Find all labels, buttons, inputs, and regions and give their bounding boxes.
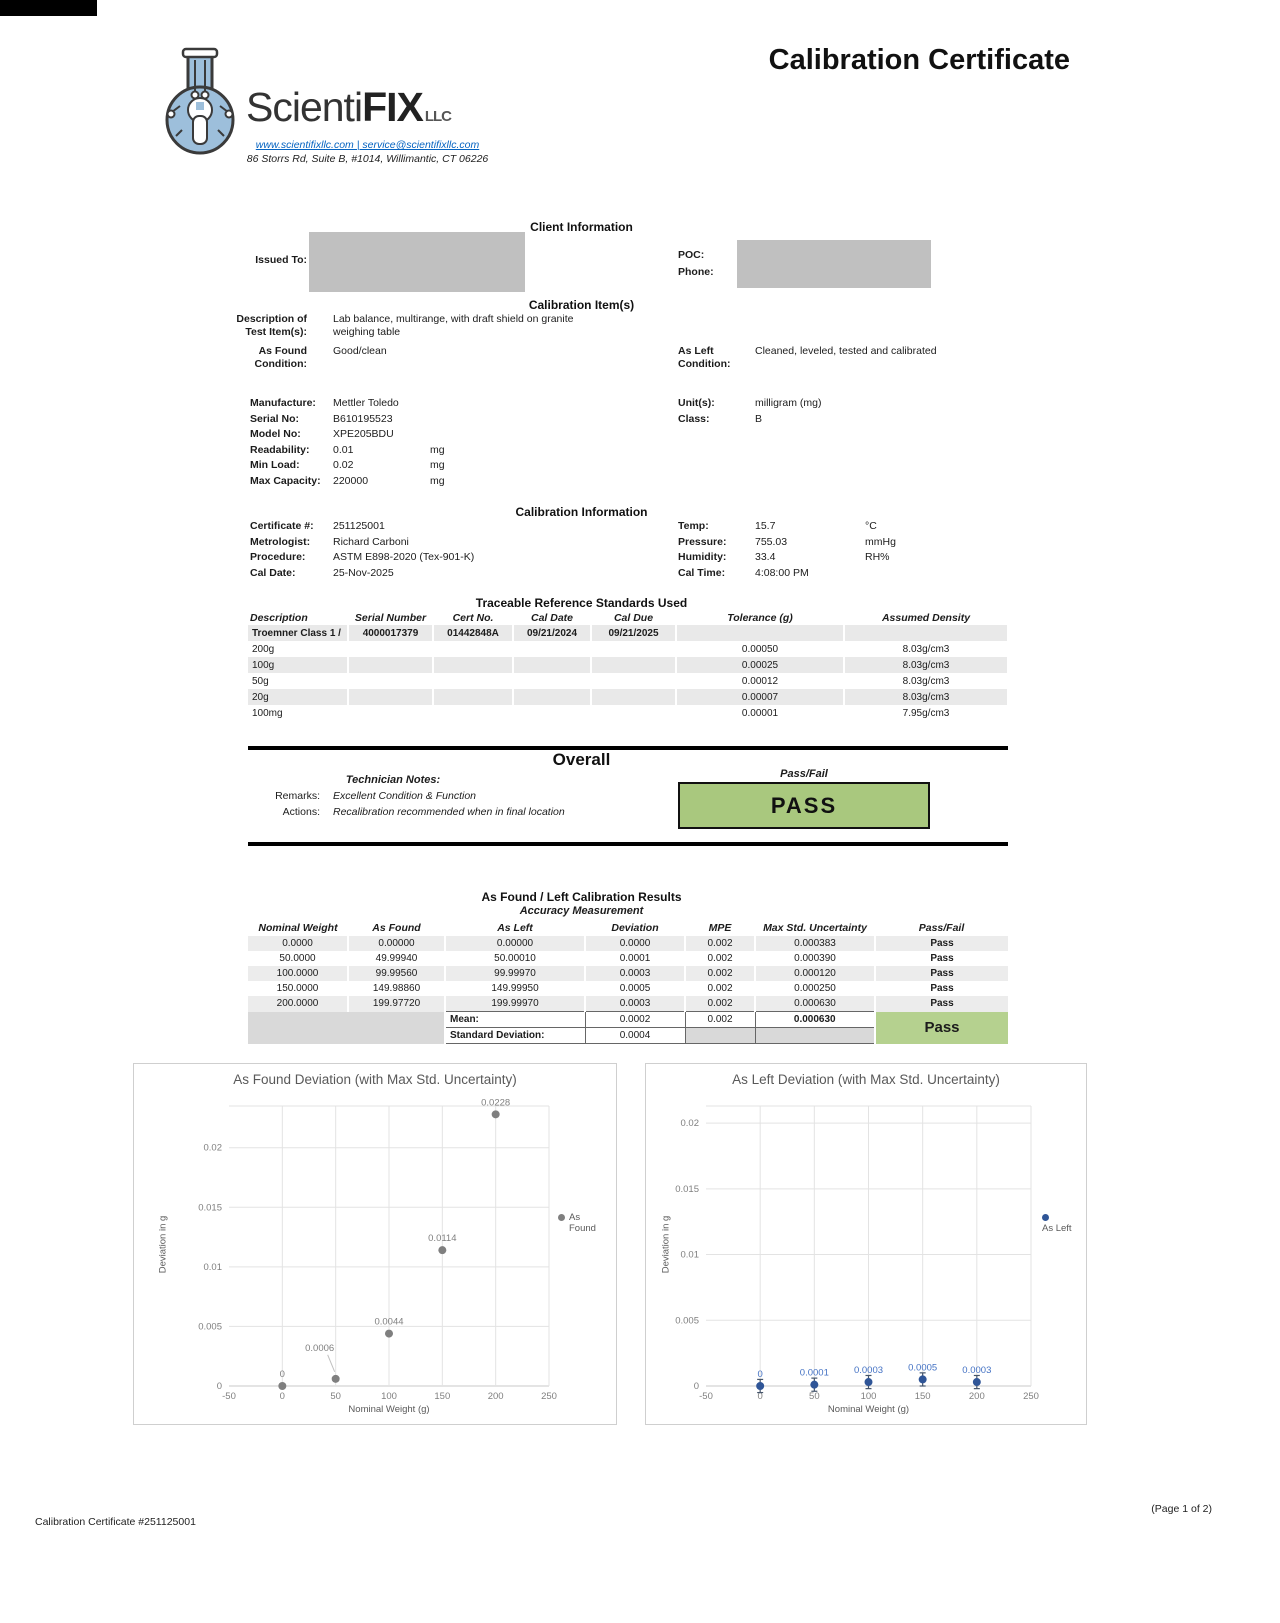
field-label: Certificate #: bbox=[250, 520, 314, 532]
svg-text:250: 250 bbox=[541, 1391, 557, 1402]
field-value: B bbox=[755, 413, 763, 425]
mean-mpe: 0.002 bbox=[685, 1012, 755, 1028]
svg-text:0: 0 bbox=[279, 1391, 285, 1402]
field-label: Class: bbox=[678, 413, 710, 425]
cell: 49.99940 bbox=[348, 951, 445, 966]
field-value: 33.4 bbox=[755, 551, 776, 563]
field-unit: °C bbox=[865, 520, 877, 532]
col-header: Deviation bbox=[611, 922, 659, 934]
cell: 0.000250 bbox=[755, 981, 875, 996]
table-row bbox=[248, 951, 1008, 966]
field-value: 220000 bbox=[333, 475, 369, 487]
field-value: ASTM E898-2020 (Tex-901-K) bbox=[333, 551, 475, 563]
chart-title: As Left Deviation (with Max Std. Uncertainty) bbox=[732, 1072, 1000, 1087]
cell: 0.002 bbox=[685, 996, 755, 1012]
cell bbox=[513, 641, 591, 657]
svg-text:0.01: 0.01 bbox=[680, 1249, 699, 1261]
cell: 0.0000 bbox=[585, 936, 685, 951]
svg-text:50: 50 bbox=[809, 1391, 820, 1402]
svg-text:0: 0 bbox=[757, 1391, 763, 1402]
table-row bbox=[248, 966, 1008, 981]
col-header: Tolerance (g) bbox=[727, 611, 793, 624]
field-unit: mg bbox=[430, 459, 445, 471]
cell: 0.002 bbox=[685, 951, 755, 966]
col-header: As Found bbox=[372, 922, 421, 934]
brand-wordmark bbox=[246, 84, 451, 131]
field-unit: mg bbox=[430, 444, 445, 456]
std-deviation-value: 0.0004 bbox=[585, 1028, 685, 1044]
table-header-row bbox=[248, 920, 1008, 936]
table-row bbox=[248, 981, 1008, 996]
svg-text:0.02: 0.02 bbox=[203, 1142, 222, 1154]
cell: 99.99970 bbox=[445, 966, 585, 981]
table-row bbox=[248, 641, 1008, 657]
svg-text:150: 150 bbox=[434, 1391, 451, 1402]
summary-row bbox=[248, 1012, 1008, 1028]
col-header: Pass/Fail bbox=[918, 922, 965, 934]
website-email-link[interactable]: www.scientifixllc.com | service@scientifixllc.com bbox=[255, 139, 480, 151]
col-header: Description bbox=[250, 611, 308, 624]
svg-text:0.02: 0.02 bbox=[680, 1118, 699, 1130]
field-label: Cal Time: bbox=[678, 567, 726, 579]
standards-heading: Traceable Reference Standards Used bbox=[475, 596, 688, 610]
divider-line bbox=[248, 842, 1008, 846]
flask-wrench-logo-icon bbox=[158, 46, 242, 158]
x-axis-label: Nominal Weight (g) bbox=[348, 1404, 430, 1415]
col-header: Cal Due bbox=[613, 611, 654, 624]
cell: 0.00000 bbox=[445, 936, 585, 951]
svg-text:-50: -50 bbox=[699, 1391, 713, 1402]
field-value: Mettler Toledo bbox=[333, 397, 399, 409]
field-value: 251125001 bbox=[333, 520, 385, 532]
description-label: Description of Test Item(s): bbox=[236, 313, 307, 338]
field-label: Serial No: bbox=[250, 413, 300, 425]
issued-to-label: Issued To: bbox=[255, 254, 307, 266]
calibration-info-heading: Calibration Information bbox=[515, 505, 648, 519]
cell: 0.00025 bbox=[676, 657, 844, 673]
table-row bbox=[248, 673, 1008, 689]
poc-label: POC: bbox=[678, 249, 705, 261]
legend-label: As Left bbox=[1042, 1223, 1072, 1234]
legend-label: As Found bbox=[569, 1212, 596, 1234]
cell: 100.0000 bbox=[248, 966, 348, 981]
cell bbox=[591, 657, 676, 673]
cell: 0.00050 bbox=[676, 641, 844, 657]
cell: 0.000390 bbox=[755, 951, 875, 966]
svg-text:0.015: 0.015 bbox=[198, 1202, 222, 1214]
cell: 8.03g/cm3 bbox=[844, 657, 1008, 673]
client-info-heading: Client Information bbox=[530, 220, 633, 234]
svg-text:200: 200 bbox=[487, 1391, 504, 1402]
col-header: As Left bbox=[497, 922, 533, 934]
cell bbox=[591, 705, 676, 721]
cell: 199.99970 bbox=[445, 996, 585, 1012]
cell bbox=[513, 689, 591, 705]
mean-label: Mean: bbox=[445, 1012, 585, 1028]
remarks-label: Remarks: bbox=[275, 790, 320, 802]
field-value: 0.01 bbox=[333, 444, 354, 456]
cell bbox=[348, 689, 433, 705]
cell bbox=[348, 657, 433, 673]
svg-text:0.0006: 0.0006 bbox=[305, 1342, 335, 1354]
pass-cell: Pass bbox=[875, 996, 1008, 1012]
cell: 0.0003 bbox=[585, 996, 685, 1012]
field-value: 755.03 bbox=[755, 536, 788, 548]
col-header: Assumed Density bbox=[881, 611, 971, 624]
table-header-row bbox=[248, 610, 1008, 625]
table-row bbox=[248, 625, 1008, 641]
cell: 100mg bbox=[248, 705, 348, 721]
cell bbox=[433, 641, 513, 657]
overall-pass-badge: PASS bbox=[678, 782, 930, 829]
cell bbox=[844, 625, 1008, 641]
cell: 0.000383 bbox=[755, 936, 875, 951]
field-value: XPE205BDU bbox=[333, 428, 394, 440]
cell: 0.000120 bbox=[755, 966, 875, 981]
cell: 8.03g/cm3 bbox=[844, 673, 1008, 689]
issued-to-redacted-value bbox=[309, 232, 525, 292]
empty-summary-cell bbox=[248, 1012, 445, 1044]
table-row bbox=[248, 996, 1008, 1012]
cell: 0.00000 bbox=[348, 936, 445, 951]
brand-part2: FIX bbox=[362, 84, 423, 130]
svg-text:0.0003: 0.0003 bbox=[962, 1365, 992, 1377]
cell: 0.0005 bbox=[585, 981, 685, 996]
empty-summary-cell bbox=[755, 1028, 875, 1044]
field-unit: mmHg bbox=[865, 536, 896, 548]
svg-text:0: 0 bbox=[693, 1381, 699, 1392]
footer-certificate-number: Calibration Certificate #251125001 bbox=[35, 1516, 196, 1528]
standards-table bbox=[248, 610, 1009, 721]
phone-label: Phone: bbox=[678, 266, 714, 278]
brand-suffix: LLC bbox=[424, 108, 452, 125]
pass-cell: Pass bbox=[875, 966, 1008, 981]
brand-part1: Scienti bbox=[246, 84, 363, 130]
svg-text:0: 0 bbox=[216, 1381, 222, 1392]
as-left-condition-label: As Left Condition: bbox=[678, 345, 731, 370]
cell: 149.99950 bbox=[445, 981, 585, 996]
field-label: Model No: bbox=[250, 428, 301, 440]
as-found-deviation-chart bbox=[133, 1063, 617, 1425]
legend-marker-icon bbox=[558, 1214, 565, 1221]
field-label: Min Load: bbox=[250, 459, 300, 471]
field-value: 25-Nov-2025 bbox=[333, 567, 394, 579]
svg-text:0.015: 0.015 bbox=[675, 1183, 699, 1195]
cell bbox=[433, 689, 513, 705]
as-left-deviation-chart bbox=[645, 1063, 1087, 1425]
cell: 200.0000 bbox=[248, 996, 348, 1012]
field-label: Manufacture: bbox=[250, 397, 316, 409]
pass-cell: Pass bbox=[875, 981, 1008, 996]
legend-marker-icon bbox=[1042, 1214, 1049, 1221]
cell: 4000017379 bbox=[348, 625, 433, 641]
field-value: 15.7 bbox=[755, 520, 776, 532]
results-heading: As Found / Left Calibration Results bbox=[481, 890, 682, 904]
field-label: Humidity: bbox=[678, 551, 727, 563]
cell bbox=[591, 673, 676, 689]
svg-text:0: 0 bbox=[757, 1369, 763, 1380]
svg-text:200: 200 bbox=[968, 1391, 985, 1402]
field-value: 4:08:00 PM bbox=[755, 567, 809, 579]
results-table bbox=[248, 920, 1008, 1044]
summary-pass-badge: Pass bbox=[875, 1012, 1008, 1044]
svg-text:0.0005: 0.0005 bbox=[908, 1362, 938, 1374]
col-header: Serial Number bbox=[354, 611, 427, 624]
cell: 0.00007 bbox=[676, 689, 844, 705]
cell: 200g bbox=[248, 641, 348, 657]
passfail-label: Pass/Fail bbox=[780, 768, 828, 780]
field-label: Readability: bbox=[250, 444, 310, 456]
chart-plot-area bbox=[134, 1064, 616, 1424]
svg-text:0.01: 0.01 bbox=[203, 1261, 222, 1273]
cell: 0.002 bbox=[685, 936, 755, 951]
page-title: Calibration Certificate bbox=[768, 44, 1070, 76]
cell bbox=[348, 641, 433, 657]
as-left-condition-value: Cleaned, leveled, tested and calibrated bbox=[755, 345, 937, 357]
cell: 0.002 bbox=[685, 966, 755, 981]
cell bbox=[513, 657, 591, 673]
cell: 0.0000 bbox=[248, 936, 348, 951]
calibration-items-heading: Calibration Item(s) bbox=[528, 298, 635, 312]
cell: 0.0003 bbox=[585, 966, 685, 981]
svg-text:0.0228: 0.0228 bbox=[481, 1097, 511, 1109]
svg-text:50: 50 bbox=[330, 1391, 341, 1402]
field-label: Procedure: bbox=[250, 551, 306, 563]
svg-text:250: 250 bbox=[1023, 1391, 1039, 1402]
svg-text:0.0001: 0.0001 bbox=[799, 1367, 829, 1379]
cell: 199.97720 bbox=[348, 996, 445, 1012]
svg-text:0.005: 0.005 bbox=[675, 1315, 699, 1327]
cell: 50.00010 bbox=[445, 951, 585, 966]
svg-text:0.0114: 0.0114 bbox=[428, 1233, 457, 1245]
svg-text:-50: -50 bbox=[222, 1391, 236, 1402]
y-axis-label: Deviation in g bbox=[660, 1215, 672, 1274]
top-black-bar bbox=[0, 0, 97, 16]
actions-label: Actions: bbox=[282, 806, 320, 818]
chart-legend bbox=[1042, 1212, 1086, 1234]
y-axis-label: Deviation in g bbox=[157, 1215, 169, 1274]
col-header: Nominal Weight bbox=[258, 922, 338, 934]
cell: 149.98860 bbox=[348, 981, 445, 996]
field-label: Metrologist: bbox=[250, 536, 311, 548]
field-label: Max Capacity: bbox=[250, 475, 321, 487]
field-label: Pressure: bbox=[678, 536, 727, 548]
as-found-condition-label: As Found Condition: bbox=[254, 345, 307, 370]
cell: 01442848A bbox=[433, 625, 513, 641]
cell: 150.0000 bbox=[248, 981, 348, 996]
svg-text:150: 150 bbox=[914, 1391, 931, 1402]
cell: 99.99560 bbox=[348, 966, 445, 981]
svg-text:0: 0 bbox=[279, 1369, 285, 1380]
chart-title: As Found Deviation (with Max Std. Uncertainty) bbox=[233, 1072, 517, 1087]
field-value: milligram (mg) bbox=[755, 397, 822, 409]
table-row bbox=[248, 657, 1008, 673]
cell: 7.95g/cm3 bbox=[844, 705, 1008, 721]
cell: 100g bbox=[248, 657, 348, 673]
table-row bbox=[248, 936, 1008, 951]
cell: 20g bbox=[248, 689, 348, 705]
mean-deviation: 0.0002 bbox=[585, 1012, 685, 1028]
cell: 0.0001 bbox=[585, 951, 685, 966]
table-row bbox=[248, 705, 1008, 721]
x-axis-label: Nominal Weight (g) bbox=[827, 1404, 910, 1415]
cell: 09/21/2025 bbox=[591, 625, 676, 641]
col-header: Max Std. Uncertainty bbox=[763, 922, 867, 934]
field-unit: RH% bbox=[865, 551, 890, 563]
description-value: Lab balance, multirange, with draft shield on granite weighing table bbox=[333, 313, 574, 338]
field-label: Temp: bbox=[678, 520, 709, 532]
as-found-condition-value: Good/clean bbox=[333, 345, 387, 357]
col-header: Cert No. bbox=[452, 611, 494, 624]
cell bbox=[513, 673, 591, 689]
cell: 0.002 bbox=[685, 981, 755, 996]
svg-text:0.005: 0.005 bbox=[198, 1321, 222, 1333]
col-header: Cal Date bbox=[530, 611, 573, 624]
company-address: 86 Storrs Rd, Suite B, #1014, Willimantic, CT 06226 bbox=[246, 153, 489, 165]
mean-uncertainty: 0.000630 bbox=[755, 1012, 875, 1028]
svg-text:0.0044: 0.0044 bbox=[374, 1316, 404, 1328]
remarks-value: Excellent Condition & Function bbox=[333, 790, 476, 802]
col-header: MPE bbox=[708, 922, 732, 934]
pass-cell: Pass bbox=[875, 951, 1008, 966]
footer-page-number: (Page 1 of 2) bbox=[1151, 1503, 1212, 1515]
cell: 0.00012 bbox=[676, 673, 844, 689]
cell bbox=[433, 705, 513, 721]
cell: 50.0000 bbox=[248, 951, 348, 966]
cell: 8.03g/cm3 bbox=[844, 641, 1008, 657]
empty-summary-cell bbox=[685, 1028, 755, 1044]
field-value: Richard Carboni bbox=[333, 536, 409, 548]
cell bbox=[513, 705, 591, 721]
cell bbox=[591, 689, 676, 705]
cell: 0.00001 bbox=[676, 705, 844, 721]
field-label: Unit(s): bbox=[678, 397, 715, 409]
field-label: Cal Date: bbox=[250, 567, 296, 579]
table-row bbox=[248, 689, 1008, 705]
technician-notes-label: Technician Notes: bbox=[345, 774, 441, 786]
pass-cell: Pass bbox=[875, 936, 1008, 951]
results-subheading: Accuracy Measurement bbox=[519, 905, 644, 917]
field-value: B610195523 bbox=[333, 413, 393, 425]
field-value: 0.02 bbox=[333, 459, 354, 471]
std-deviation-label: Standard Deviation: bbox=[445, 1028, 585, 1044]
cell: 8.03g/cm3 bbox=[844, 689, 1008, 705]
cell bbox=[676, 625, 844, 641]
cell bbox=[348, 673, 433, 689]
svg-text:100: 100 bbox=[860, 1391, 877, 1402]
chart-legend bbox=[558, 1212, 605, 1234]
cell bbox=[433, 673, 513, 689]
cell bbox=[433, 657, 513, 673]
chart-plot-area bbox=[646, 1064, 1086, 1424]
cell: 09/21/2024 bbox=[513, 625, 591, 641]
cell bbox=[591, 641, 676, 657]
cell bbox=[348, 705, 433, 721]
cell: 50g bbox=[248, 673, 348, 689]
svg-text:100: 100 bbox=[381, 1391, 397, 1402]
poc-phone-redacted-value bbox=[737, 240, 931, 288]
overall-heading: Overall bbox=[552, 750, 611, 769]
actions-value: Recalibration recommended when in final location bbox=[333, 806, 565, 818]
field-unit: mg bbox=[430, 475, 445, 487]
cell: Troemner Class 1 / bbox=[248, 625, 348, 641]
svg-text:0.0003: 0.0003 bbox=[853, 1365, 884, 1377]
cell: 0.000630 bbox=[755, 996, 875, 1012]
